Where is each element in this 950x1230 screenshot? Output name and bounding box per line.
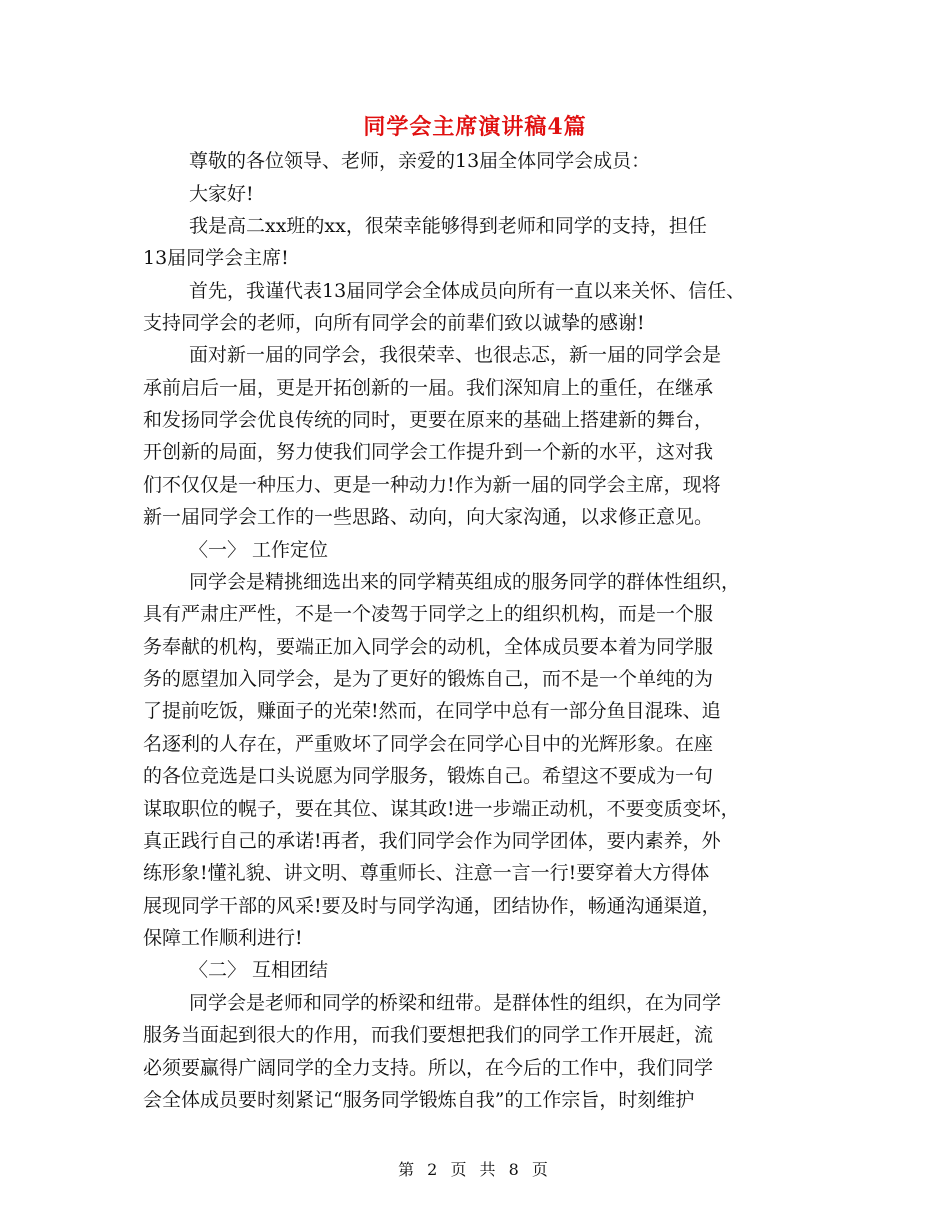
text-line: 和发扬同学会优良传统的同时，更要在原来的基础上搭建新的舞台， bbox=[143, 409, 714, 431]
page-number-footer: 第 2 页 共 8 页 bbox=[398, 1160, 552, 1179]
text-line: 同学会是老师和同学的桥梁和纽带。是群体性的组织，在为同学 bbox=[189, 992, 722, 1014]
text-line: 谋取职位的幌子，要在其位、谋其政!进一步端正动机，不要变质变坏， bbox=[143, 798, 740, 820]
text-line: 服务当面起到很大的作用，而我们要想把我们的同学工作开展赶，流 bbox=[143, 1024, 714, 1046]
text-line: 会全体成员要时刻紧记“服务同学锻炼自我”的工作宗旨，时刻维护 bbox=[143, 1089, 695, 1111]
text-line: 大家好! bbox=[189, 183, 254, 205]
text-line: 练形象!懂礼貌、讲文明、尊重师长、注意一言一行!要穿着大方得体 bbox=[143, 862, 710, 884]
text-line: 同学会是精挑细选出来的同学精英组成的服务同学的群体性组织， bbox=[189, 571, 741, 593]
text-line: 面对新一届的同学会，我很荣幸、也很忐忑，新一届的同学会是 bbox=[189, 344, 722, 366]
text-line: 务奉献的机构，要端正加入同学会的动机，全体成员要本着为同学服 bbox=[143, 636, 714, 658]
text-line: 支持同学会的老师，向所有同学会的前辈们致以诚挚的感谢! bbox=[143, 312, 645, 334]
section-heading: 〈一〉 工作定位 bbox=[189, 539, 329, 561]
text-line: 新一届同学会工作的一些思路、动向，向大家沟通，以求修正意见。 bbox=[143, 506, 714, 528]
text-line: 们不仅仅是一种压力、更是一种动力!作为新一届的同学会主席，现将 bbox=[143, 474, 721, 496]
text-line: 了提前吃饭，赚面子的光荣!然而，在同学中总有一部分鱼目混珠、追 bbox=[143, 700, 721, 722]
text-line: 尊敬的各位领导、老师，亲爱的13届全体同学会成员： bbox=[189, 150, 651, 172]
text-line: 务的愿望加入同学会，是为了更好的锻炼自己，而不是一个单纯的为 bbox=[143, 668, 714, 690]
text-line: 开创新的局面，努力使我们同学会工作提升到一个新的水平，这对我 bbox=[143, 441, 714, 463]
text-line: 保障工作顺利进行! bbox=[143, 927, 303, 949]
text-line: 必须要赢得广阔同学的全力支持。所以，在今后的工作中，我们同学 bbox=[143, 1057, 714, 1079]
text-line: 13届同学会主席! bbox=[143, 247, 289, 269]
text-line: 我是高二xx班的xx，很荣幸能够得到老师和同学的支持，担任 bbox=[189, 215, 707, 237]
text-line: 具有严肃庄严性，不是一个凌驾于同学之上的组织机构，而是一个服 bbox=[143, 603, 714, 625]
text-line: 展现同学干部的风采!要及时与同学沟通，团结协作，畅通沟通渠道， bbox=[143, 895, 721, 917]
document-title: 同学会主席演讲稿4篇 bbox=[363, 114, 587, 140]
text-line: 承前启后一届，更是开拓创新的一届。我们深知肩上的重任，在继承 bbox=[143, 377, 714, 399]
text-line: 真正践行自己的承诺!再者，我们同学会作为同学团体，要内素养，外 bbox=[143, 830, 721, 852]
text-line: 名逐利的人存在，严重败坏了同学会在同学心目中的光辉形象。在座 bbox=[143, 733, 714, 755]
text-line: 首先，我谨代表13届同学会全体成员向所有一直以来关怀、信任、 bbox=[189, 280, 746, 302]
text-line: 的各位竞选是口头说愿为同学服务，锻炼自己。希望这不要成为一句 bbox=[143, 765, 714, 787]
section-heading: 〈二〉 互相团结 bbox=[189, 959, 329, 981]
